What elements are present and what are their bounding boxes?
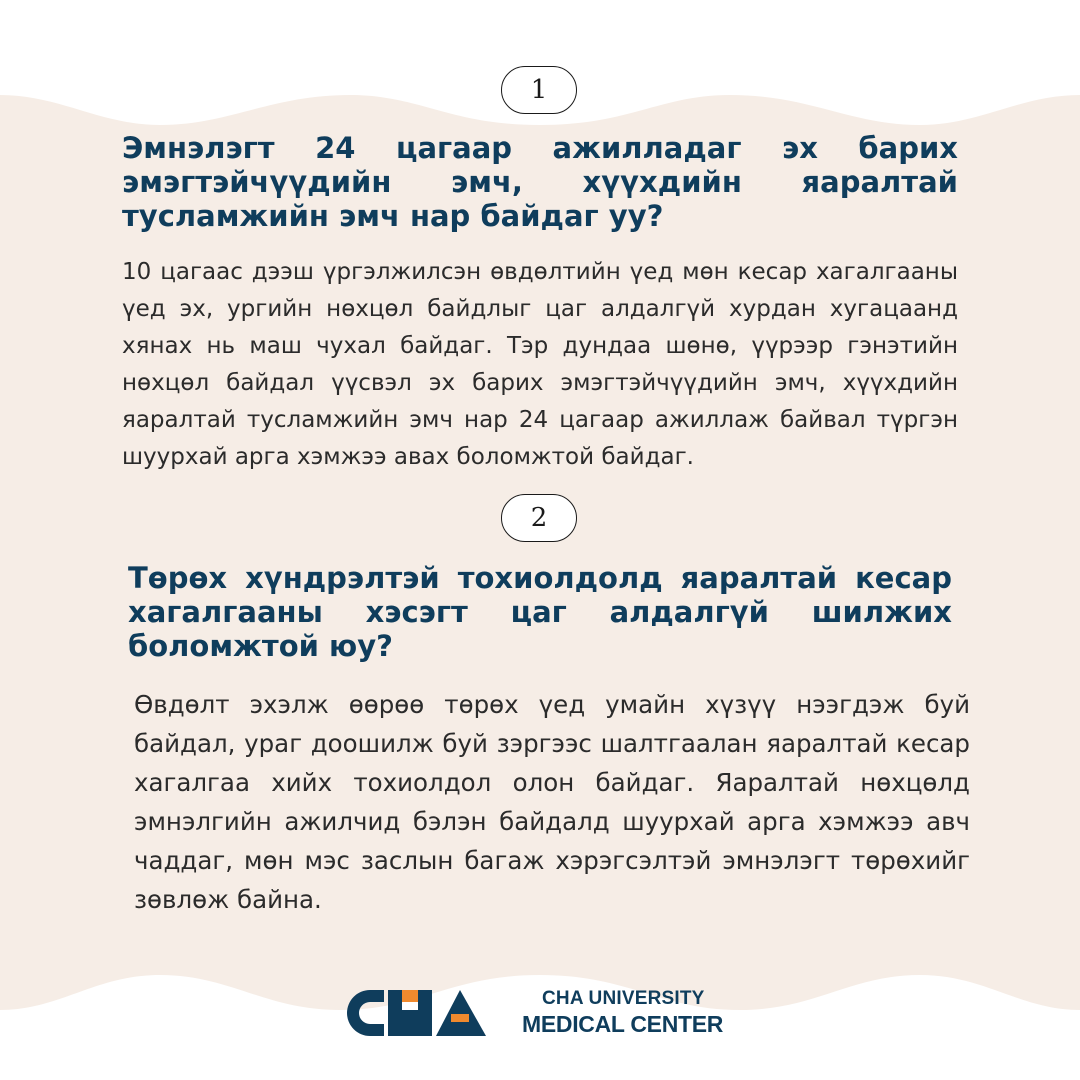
logo-line-medical-center: MEDICAL CENTER bbox=[522, 1011, 724, 1037]
section-number-badge: 1 bbox=[501, 66, 577, 114]
logo-line-university: CHA UNIVERSITY bbox=[542, 988, 705, 1009]
answer-paragraph: Өвдөлт эхэлж өөрөө төрөх үед умайн хүзүү нээгдэж буй байдал, ураг доошилж буй зэргээс шалтгаалан яаралтай кесар хагалгаа хийх тохиолдол олон байдаг. Яаралтай нөхцөлд эмнэлгийн ажилчид бэлэн байдалд шуурхай арга хэмжээ авч чаддаг, мөн мэс заслын багаж хэрэгсэлтэй эмнэлэгт төрөхийг зөвлөж байна. bbox=[134, 690, 970, 914]
logo-wordmark bbox=[522, 988, 723, 1038]
cha-logo-mark-icon bbox=[340, 988, 486, 1038]
question-heading: Эмнэлэгт 24 цагаар ажилладаг эх барих эмэгтэйчүүдийн эмч, хүүхдийн яаралтай тусламжийн эмч нар байдаг уу? bbox=[122, 131, 958, 233]
section-number-badge: 2 bbox=[501, 494, 577, 542]
question-heading: Төрөх хүндрэлтэй тохиолдолд яаралтай кесар хагалгааны хэсэгт цаг алдалгүй шилжих боломжтой юу? bbox=[128, 561, 952, 663]
answer-paragraph: 10 цагаас дээш үргэлжилсэн өвдөлтийн үед мөн кесар хагалгааны үед эх, ургийн нөхцөл байдлыг цаг алдалгүй хурдан хугацаанд хянах нь маш чухал байдаг. Тэр дундаа шөнө, үүрээр гэнэтийн нөхцөл байдал үүсвэл эх барих эмэгтэйчүүдийн эмч, хүүхдийн яаралтай тусламжийн эмч нар 24 цагаар ажиллаж байвал түргэн шуурхай арга хэмжээ авах боломжтой байдаг. bbox=[122, 259, 958, 470]
cha-medical-center-logo bbox=[340, 988, 740, 1042]
